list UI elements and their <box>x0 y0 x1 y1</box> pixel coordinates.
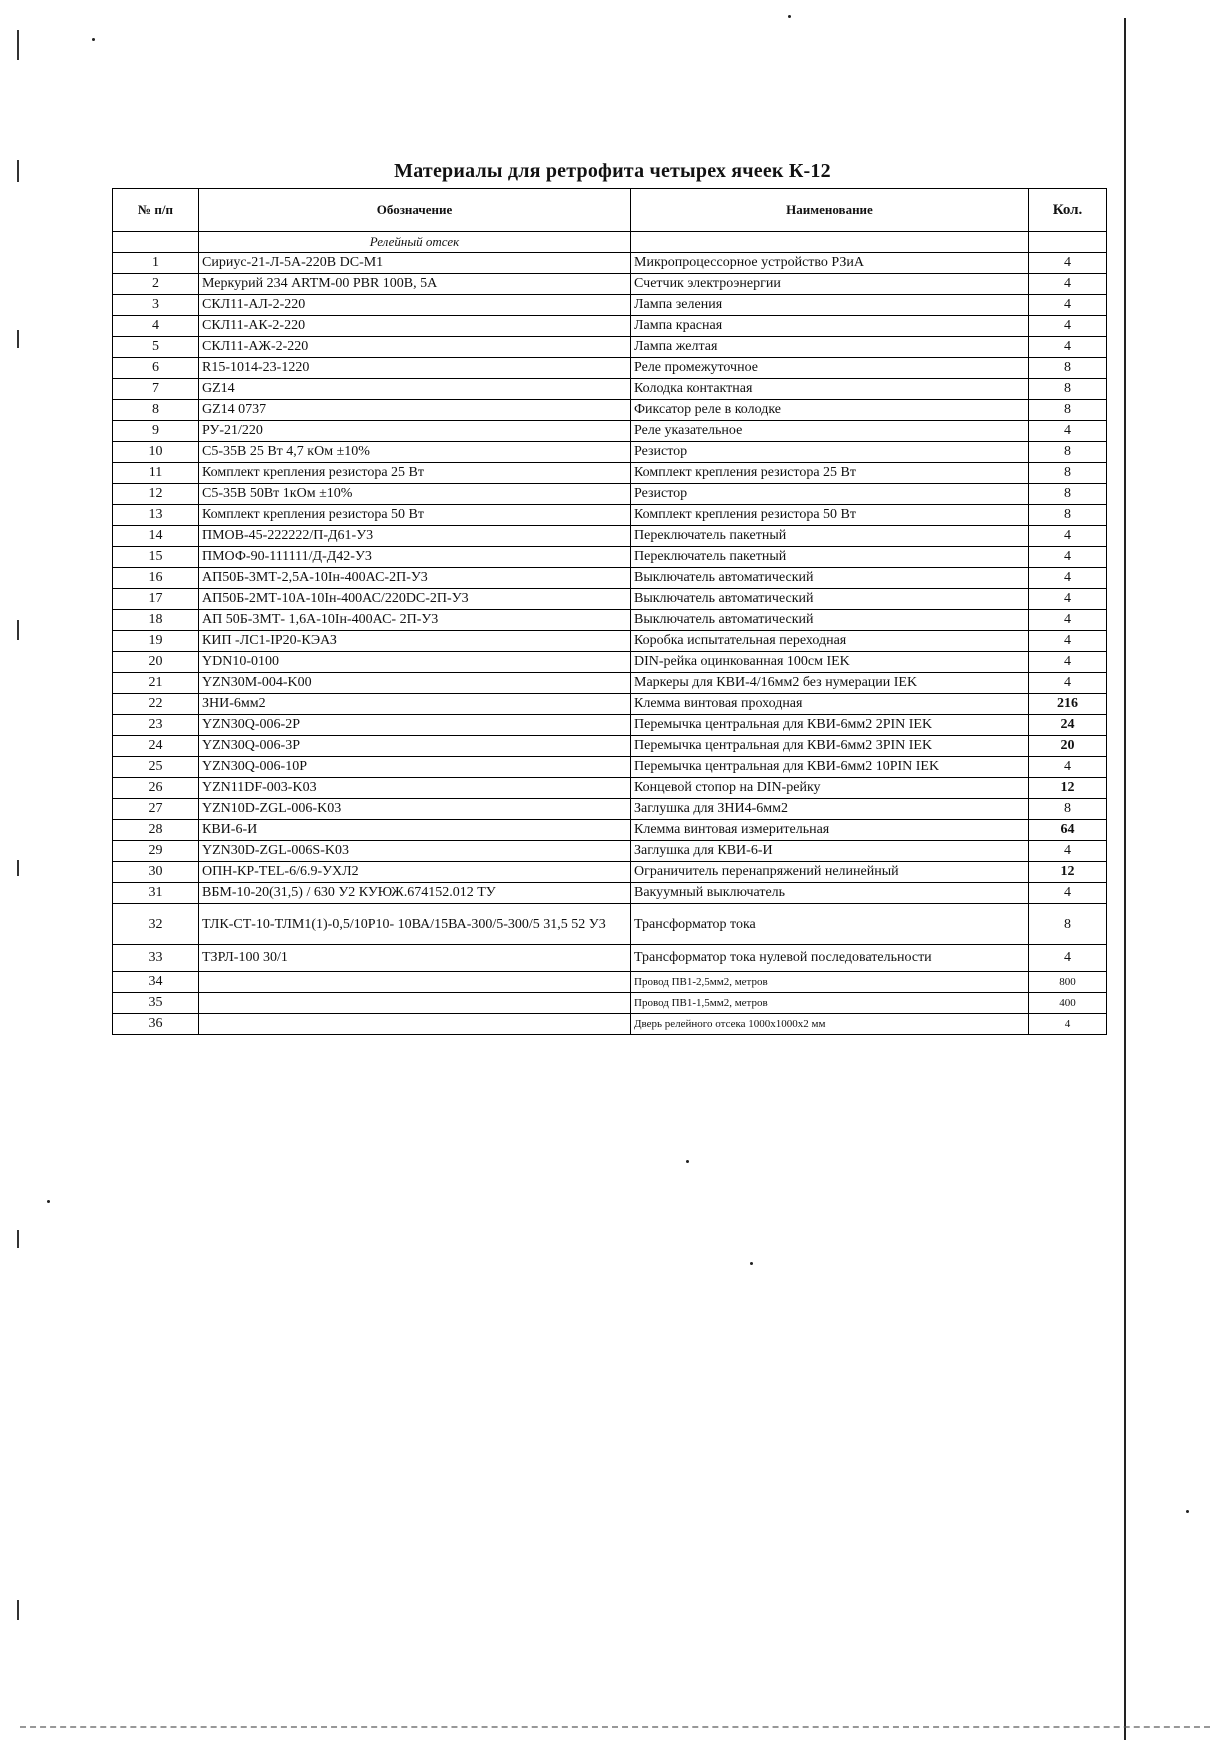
row-qty: 8 <box>1029 904 1107 945</box>
table-row <box>113 652 1107 673</box>
row-qty: 8 <box>1029 358 1107 379</box>
row-number: 3 <box>113 295 199 316</box>
row-qty: 12 <box>1029 862 1107 883</box>
scan-mark <box>17 30 19 60</box>
row-qty: 4 <box>1029 568 1107 589</box>
row-name: Комплект крепления резистора 50 Вт <box>631 505 1029 526</box>
table-row <box>113 820 1107 841</box>
row-name: Лампа зеления <box>631 295 1029 316</box>
row-number: 34 <box>113 972 199 993</box>
row-number: 13 <box>113 505 199 526</box>
table-row <box>113 379 1107 400</box>
row-number: 33 <box>113 945 199 972</box>
row-name: Резистор <box>631 442 1029 463</box>
row-code: АП50Б-2МТ-10А-10Iн-400АС/220DC-2П-У3 <box>199 589 631 610</box>
row-qty: 4 <box>1029 945 1107 972</box>
row-name: Лампа желтая <box>631 337 1029 358</box>
row-qty: 4 <box>1029 673 1107 694</box>
table-row <box>113 358 1107 379</box>
row-number: 5 <box>113 337 199 358</box>
row-qty: 64 <box>1029 820 1107 841</box>
row-qty: 4 <box>1029 274 1107 295</box>
row-number: 23 <box>113 715 199 736</box>
row-qty: 8 <box>1029 400 1107 421</box>
table-row <box>113 862 1107 883</box>
row-qty: 8 <box>1029 379 1107 400</box>
table-row <box>113 1014 1107 1035</box>
section-name-cell <box>631 232 1029 253</box>
scan-speck <box>788 15 791 18</box>
row-name: Реле промежуточное <box>631 358 1029 379</box>
row-qty: 8 <box>1029 505 1107 526</box>
row-name: Перемычка центральная для КВИ-6мм2 3PIN IEK <box>631 736 1029 757</box>
row-qty: 4 <box>1029 652 1107 673</box>
row-code: YZN10D-ZGL-006-K03 <box>199 799 631 820</box>
row-number: 35 <box>113 993 199 1014</box>
table-row <box>113 400 1107 421</box>
row-code: С5-35В 25 Вт 4,7 кОм ±10% <box>199 442 631 463</box>
section-num-cell <box>113 232 199 253</box>
table-row <box>113 778 1107 799</box>
row-name: DIN-рейка оцинкованная 100см IEK <box>631 652 1029 673</box>
row-number: 31 <box>113 883 199 904</box>
table-row <box>113 568 1107 589</box>
row-name: Маркеры для КВИ-4/16мм2 без нумерации IEK <box>631 673 1029 694</box>
row-code: Меркурий 234 ARTM-00 PBR 100В, 5А <box>199 274 631 295</box>
row-code: Комплект крепления резистора 50 Вт <box>199 505 631 526</box>
row-number: 6 <box>113 358 199 379</box>
row-qty: 8 <box>1029 484 1107 505</box>
row-qty: 4 <box>1029 841 1107 862</box>
materials-table <box>112 188 1107 1035</box>
row-number: 18 <box>113 610 199 631</box>
row-number: 28 <box>113 820 199 841</box>
row-number: 8 <box>113 400 199 421</box>
row-number: 14 <box>113 526 199 547</box>
row-code: ТЗРЛ-100 30/1 <box>199 945 631 972</box>
row-code: GZ14 0737 <box>199 400 631 421</box>
row-qty: 216 <box>1029 694 1107 715</box>
row-name: Дверь релейного отсека 1000х1000х2 мм <box>631 1014 1029 1035</box>
table-row <box>113 736 1107 757</box>
header-qty: Кол. <box>1029 189 1107 232</box>
scan-mark <box>17 1600 19 1620</box>
table-row <box>113 757 1107 778</box>
row-code: ВБМ-10-20(31,5) / 630 У2 КУЮЖ.674152.012 ТУ <box>199 883 631 904</box>
scan-speck <box>686 1160 689 1163</box>
row-code: YZN30Q-006-2P <box>199 715 631 736</box>
table-row <box>113 673 1107 694</box>
row-code <box>199 1014 631 1035</box>
scan-speck <box>750 1262 753 1265</box>
row-qty: 4 <box>1029 1014 1107 1035</box>
table-row <box>113 526 1107 547</box>
row-code: GZ14 <box>199 379 631 400</box>
row-number: 27 <box>113 799 199 820</box>
row-code: YZN30M-004-K00 <box>199 673 631 694</box>
table-row <box>113 715 1107 736</box>
table-row <box>113 945 1107 972</box>
row-code: YZN30Q-006-10P <box>199 757 631 778</box>
table-row <box>113 316 1107 337</box>
row-name: Реле указательное <box>631 421 1029 442</box>
row-name: Комплект крепления резистора 25 Вт <box>631 463 1029 484</box>
table-row <box>113 993 1107 1014</box>
row-qty: 800 <box>1029 972 1107 993</box>
row-number: 4 <box>113 316 199 337</box>
scan-mark <box>17 330 19 348</box>
row-number: 11 <box>113 463 199 484</box>
row-number: 12 <box>113 484 199 505</box>
table-row <box>113 972 1107 993</box>
row-name: Выключатель автоматический <box>631 610 1029 631</box>
row-number: 9 <box>113 421 199 442</box>
section-label: Релейный отсек <box>199 232 631 253</box>
row-qty: 8 <box>1029 463 1107 484</box>
row-name: Заглушка для КВИ-6-И <box>631 841 1029 862</box>
row-name: Резистор <box>631 484 1029 505</box>
page-edge-line <box>1124 18 1126 1740</box>
row-number: 32 <box>113 904 199 945</box>
row-number: 19 <box>113 631 199 652</box>
row-name: Перемычка центральная для КВИ-6мм2 10PIN IEK <box>631 757 1029 778</box>
row-qty: 20 <box>1029 736 1107 757</box>
row-code: СКЛ11-АК-2-220 <box>199 316 631 337</box>
scan-mark <box>17 860 19 876</box>
row-name: Провод ПВ1-1,5мм2, метров <box>631 993 1029 1014</box>
row-name: Перемычка центральная для КВИ-6мм2 2PIN IEK <box>631 715 1029 736</box>
row-code: РУ-21/220 <box>199 421 631 442</box>
row-code: Сириус-21-Л-5А-220В DC-M1 <box>199 253 631 274</box>
table-header-row <box>113 189 1107 232</box>
row-name: Концевой стопор на DIN-рейку <box>631 778 1029 799</box>
scan-speck <box>92 38 95 41</box>
row-name: Лампа красная <box>631 316 1029 337</box>
row-number: 20 <box>113 652 199 673</box>
scan-bottom-edge <box>20 1726 1210 1729</box>
row-code: С5-35В 50Вт 1кОм ±10% <box>199 484 631 505</box>
row-name: Провод ПВ1-2,5мм2, метров <box>631 972 1029 993</box>
row-code: ПМОФ-90-111111/Д-Д42-У3 <box>199 547 631 568</box>
section-row <box>113 232 1107 253</box>
row-qty: 4 <box>1029 589 1107 610</box>
row-code <box>199 993 631 1014</box>
row-name: Фиксатор реле в колодке <box>631 400 1029 421</box>
table-row <box>113 463 1107 484</box>
table-row <box>113 337 1107 358</box>
row-qty: 4 <box>1029 757 1107 778</box>
row-code: YZN30D-ZGL-006S-K03 <box>199 841 631 862</box>
row-qty: 4 <box>1029 526 1107 547</box>
table-row <box>113 589 1107 610</box>
row-number: 16 <box>113 568 199 589</box>
table-row <box>113 295 1107 316</box>
row-name: Переключатель пакетный <box>631 526 1029 547</box>
row-number: 17 <box>113 589 199 610</box>
row-qty: 24 <box>1029 715 1107 736</box>
row-code: YZN11DF-003-K03 <box>199 778 631 799</box>
row-number: 25 <box>113 757 199 778</box>
row-code: Комплект крепления резистора 25 Вт <box>199 463 631 484</box>
row-code: ТЛК-СТ-10-ТЛМ1(1)-0,5/10Р10- 10ВА/15ВА-300/5-300/5 31,5 52 У3 <box>199 904 631 945</box>
row-name: Вакуумный выключатель <box>631 883 1029 904</box>
table-row <box>113 883 1107 904</box>
row-number: 26 <box>113 778 199 799</box>
row-qty: 400 <box>1029 993 1107 1014</box>
row-number: 2 <box>113 274 199 295</box>
header-code: Обозначение <box>199 189 631 232</box>
table-row <box>113 631 1107 652</box>
table-row <box>113 274 1107 295</box>
row-number: 30 <box>113 862 199 883</box>
row-qty: 4 <box>1029 337 1107 358</box>
row-qty: 4 <box>1029 316 1107 337</box>
row-number: 7 <box>113 379 199 400</box>
page-title: Материалы для ретрофита четырех ячеек К-12 <box>394 160 831 182</box>
row-number: 1 <box>113 253 199 274</box>
table-row <box>113 484 1107 505</box>
row-name: Микропроцессорное устройство РЗиА <box>631 253 1029 274</box>
table-row <box>113 904 1107 945</box>
row-qty: 12 <box>1029 778 1107 799</box>
row-code: КИП -ЛС1-IP20-КЭАЗ <box>199 631 631 652</box>
row-qty: 4 <box>1029 883 1107 904</box>
scan-mark <box>17 160 19 182</box>
row-qty: 4 <box>1029 295 1107 316</box>
row-name: Клемма винтовая измерительная <box>631 820 1029 841</box>
row-name: Переключатель пакетный <box>631 547 1029 568</box>
row-code: КВИ-6-И <box>199 820 631 841</box>
row-number: 29 <box>113 841 199 862</box>
scan-speck <box>47 1200 50 1203</box>
row-code: YZN30Q-006-3P <box>199 736 631 757</box>
row-code: СКЛ11-АЛ-2-220 <box>199 295 631 316</box>
section-qty-cell <box>1029 232 1107 253</box>
table-row <box>113 421 1107 442</box>
header-name: Наименование <box>631 189 1029 232</box>
row-code: YDN10-0100 <box>199 652 631 673</box>
table-row <box>113 610 1107 631</box>
row-code <box>199 972 631 993</box>
row-name: Клемма винтовая проходная <box>631 694 1029 715</box>
row-code: АП 50Б-3МТ- 1,6А-10Iн-400АС- 2П-У3 <box>199 610 631 631</box>
row-code: ПМОВ-45-222222/П-Д61-У3 <box>199 526 631 547</box>
row-name: Заглушка для ЗНИ4-6мм2 <box>631 799 1029 820</box>
table-row <box>113 694 1107 715</box>
row-qty: 4 <box>1029 610 1107 631</box>
row-name: Колодка контактная <box>631 379 1029 400</box>
row-qty: 4 <box>1029 421 1107 442</box>
table-row <box>113 841 1107 862</box>
row-code: ЗНИ-6мм2 <box>199 694 631 715</box>
row-number: 21 <box>113 673 199 694</box>
row-code: R15-1014-23-1220 <box>199 358 631 379</box>
row-number: 24 <box>113 736 199 757</box>
table-row <box>113 505 1107 526</box>
row-number: 10 <box>113 442 199 463</box>
row-name: Выключатель автоматический <box>631 589 1029 610</box>
table-row <box>113 442 1107 463</box>
table-row <box>113 253 1107 274</box>
row-name: Счетчик электроэнергии <box>631 274 1029 295</box>
row-name: Ограничитель перенапряжений нелинейный <box>631 862 1029 883</box>
scan-mark <box>17 620 19 640</box>
row-number: 36 <box>113 1014 199 1035</box>
row-code: ОПН-КР-TEL-6/6.9-УХЛ2 <box>199 862 631 883</box>
row-name: Трансформатор тока <box>631 904 1029 945</box>
row-qty: 4 <box>1029 253 1107 274</box>
row-name: Выключатель автоматический <box>631 568 1029 589</box>
scan-speck <box>1186 1510 1189 1513</box>
row-number: 15 <box>113 547 199 568</box>
row-qty: 4 <box>1029 631 1107 652</box>
table-row <box>113 799 1107 820</box>
table-row <box>113 547 1107 568</box>
row-number: 22 <box>113 694 199 715</box>
row-code: АП50Б-3МТ-2,5А-10Iн-400АС-2П-У3 <box>199 568 631 589</box>
row-qty: 8 <box>1029 799 1107 820</box>
row-name: Трансформатор тока нулевой последовательности <box>631 945 1029 972</box>
row-name: Коробка испытательная переходная <box>631 631 1029 652</box>
row-qty: 4 <box>1029 547 1107 568</box>
scan-mark <box>17 1230 19 1248</box>
row-code: СКЛ11-АЖ-2-220 <box>199 337 631 358</box>
header-num: № п/п <box>113 189 199 232</box>
row-qty: 8 <box>1029 442 1107 463</box>
